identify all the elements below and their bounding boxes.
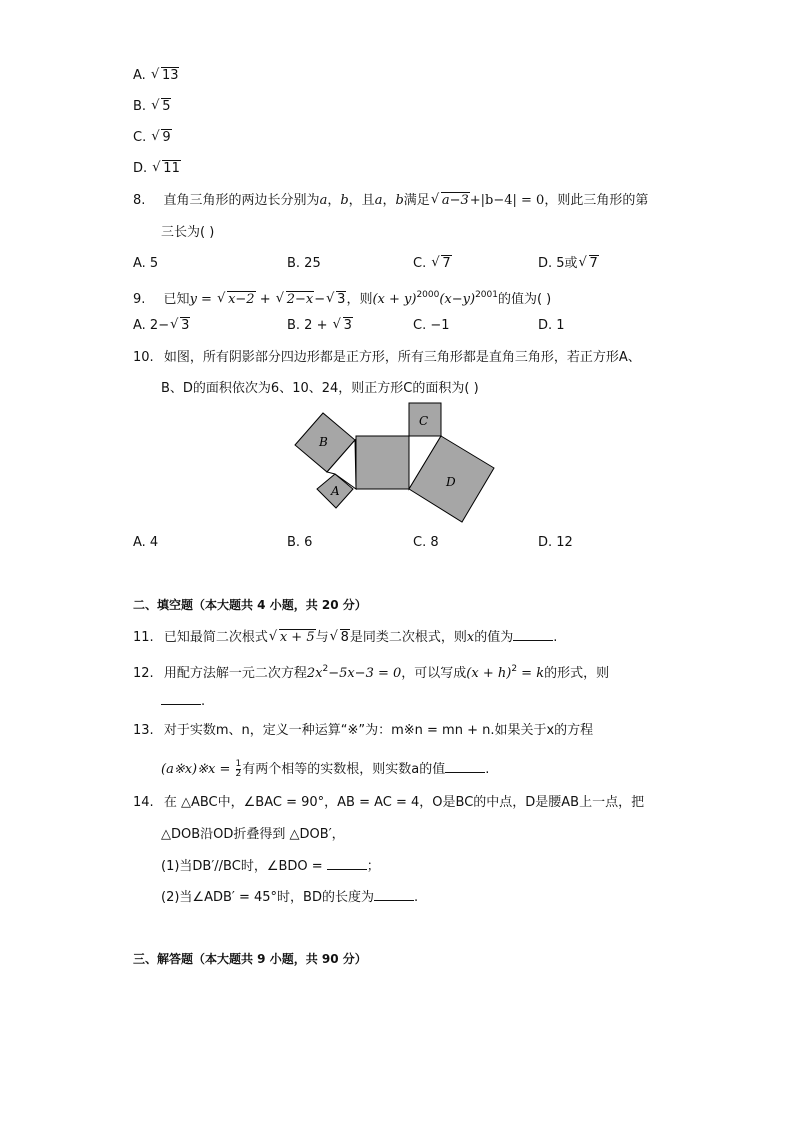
q7-option-d [133,160,181,178]
q9-option-d: D. 1 [538,318,565,333]
label-c: C [419,414,429,428]
q8-option-c: C. √ 7 [413,255,452,273]
label-d: D [446,475,456,489]
var-a: a [374,193,383,208]
question-number: 9. [133,292,146,307]
answer-blank[interactable] [161,692,201,705]
q9-option-b: B. 2 + √ 3 [287,317,353,335]
sqrt-expression: √ 9 [152,129,171,147]
answer-blank[interactable] [327,857,367,870]
question-number: 10. [133,350,154,365]
sqrt-expression: √ 3 [327,291,346,309]
q10-stem-line1 [133,349,641,367]
q13-stem-line1: 13. 对于实数m、n，定义一种运算“※”为：m※n = mn + n.如果关于x的方程 [133,723,594,738]
q8-text: ，则此三角形的第 [544,193,649,208]
sqrt-expression: √ 8 [331,629,350,647]
sqrt-expression: √ 13 [152,67,180,85]
sqrt-expression: √ 3 [334,317,353,335]
var-b: b [340,193,349,208]
q11-stem: 11. 已知最简二次根式√ x + 5与√ 8是同类二次根式，则x的值为 . [133,628,557,647]
q10-figure [290,400,500,530]
q9-option-c: C. −1 [413,318,450,333]
fraction: $\frac{1}{2}$ [235,759,242,779]
q8-option-b: B. 25 [287,256,321,271]
q10-option-d: D. 12 [538,535,573,550]
q7-option-a [133,67,179,85]
sqrt-expression: √ 7 [432,255,451,273]
option-label: A. [133,68,146,83]
question-number: 14. [133,795,154,810]
q8-stem-line2 [161,224,214,242]
sqrt-expression: √ 2−x [277,291,315,309]
q13-stem-line2: (a※x)※x = $\frac{1}{2}$ 有两个相等的实数根，则实数a的值 . [161,759,490,779]
option-label: B. [133,99,147,114]
sqrt-expression: √ 7 [580,255,599,273]
sqrt-expression: √ x + 5 [270,629,316,647]
square-middle [356,436,409,489]
sqrt-expression: √ 3 [171,317,190,335]
sqrt-expression: √ 11 [153,160,181,178]
q8-text: 三长为( ) [161,225,215,240]
question-number: 11. [133,630,154,645]
q14-part2: (2)当∠ADB′ = 45°时，BD的长度为 . [161,890,419,905]
abs-expression: +|b−4| = 0 [469,193,545,208]
section-heading-solutions: 三、解答题（本大题共 9 小题，共 90 分） [133,952,367,966]
question-number: 13. [133,723,154,738]
q8-text: ，且 [348,193,375,208]
q14-stem-line1: 14. 在 △ABC中，∠BAC = 90°，AB = AC = 4，O是BC的中点，D是腰AB上一点，把 [133,795,645,810]
q10-option-c: C. 8 [413,535,439,550]
sqrt-expression: √ x−2 [218,291,256,309]
q9-text: 已知 [163,292,190,307]
q14-part1: (1)当DB′//BC时，∠BDO = ； [161,859,380,874]
question-number: 12. [133,666,154,681]
sqrt-expression: √ a−3 [432,192,470,210]
q9-option-a: A. 2−√ 3 [133,317,190,335]
var-b: b [395,193,404,208]
answer-blank[interactable] [445,760,485,773]
q10-text: B、D的面积依次为6、10、24，则正方形C的面积为( ) [161,381,479,396]
comma: ， [327,193,341,208]
q14-stem-line2: △DOB沿OD折叠得到 △DOB′， [161,827,345,842]
var-a: a [319,193,328,208]
q10-option-a: A. 4 [133,535,159,550]
q8-option-d: D. 5或√ 7 [538,255,599,273]
q12-answer-line: . [161,692,205,711]
option-label: C. [133,130,147,145]
answer-blank[interactable] [374,888,414,901]
q10-option-b: B. 6 [287,535,313,550]
answer-blank[interactable] [513,628,553,641]
option-label: D. [133,161,148,176]
q8-option-a: A. 5 [133,256,159,271]
sqrt-expression: √ 5 [152,98,171,116]
q7-option-b [133,98,171,116]
question-number: 8. [133,193,146,208]
label-b: B [319,435,328,449]
q8-text: 满足 [403,193,430,208]
q8-text: 直角三角形的两边长分别为 [163,193,320,208]
q9-stem: 9. 已知y = √ x−2 + √ 2−x−√ 3，则$(x + y)^{2000}(x-y)^{2001}$的值为( ) [133,286,551,309]
q12-stem: 12. 用配方法解一元二次方程$2x^2-5x-3 = 0$，可以写成$(x + h)^2 = k$的形式，则 [133,664,610,681]
q10-stem-line2 [161,380,479,398]
q7-option-c [133,129,172,147]
section-heading-fill-blank: 二、填空题（本大题共 4 小题，共 20 分） [133,598,367,612]
q10-text: 如图，所有阴影部分四边形都是正方形，所有三角形都是直角三角形，若正方形A、 [163,350,641,365]
label-a: A [331,484,340,498]
math: y = [189,292,217,307]
q8-stem-line1: 8. 直角三角形的两边长分别为a，b，且a，b满足√ a−3+|b−4| = 0，则此三角形的第 [133,192,648,210]
